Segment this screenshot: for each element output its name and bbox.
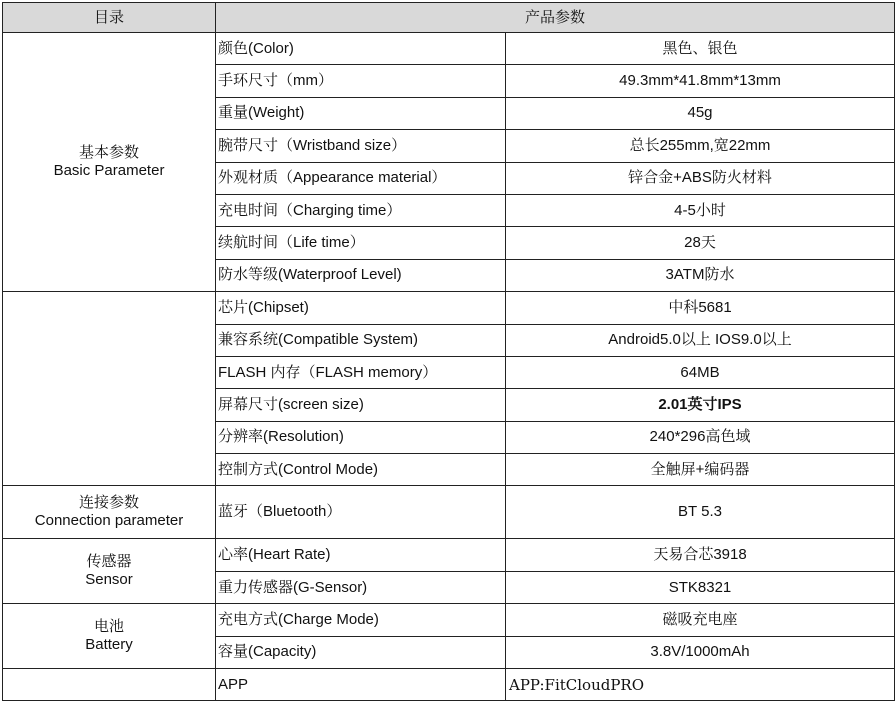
param-value: Android5.0以上 IOS9.0以上 bbox=[506, 324, 895, 356]
param-value: 49.3mm*41.8mm*13mm bbox=[506, 65, 895, 97]
param-name: 手环尺寸（mm） bbox=[216, 65, 506, 97]
param-name: 腕带尺寸（Wristband size） bbox=[216, 130, 506, 162]
table-row bbox=[3, 486, 895, 539]
category-name-cn: 连接参数 bbox=[78, 494, 139, 512]
table-row bbox=[3, 292, 895, 324]
category-name-cn: 基本参数 bbox=[78, 144, 139, 162]
category-name-en: Battery bbox=[85, 636, 133, 654]
param-value: 240*296高色域 bbox=[506, 421, 895, 453]
param-value: 锌合金+ABS防火材料 bbox=[506, 162, 895, 194]
param-name: 控制方式(Control Mode) bbox=[216, 454, 506, 486]
param-value: 3ATM防水 bbox=[506, 259, 895, 291]
param-value: BT 5.3 bbox=[506, 486, 895, 539]
header-product-params: 产品参数 bbox=[216, 3, 895, 33]
category-name-cn: 电池 bbox=[93, 618, 124, 636]
param-name: 容量(Capacity) bbox=[216, 636, 506, 668]
param-name: 重量(Weight) bbox=[216, 97, 506, 129]
param-value: 45g bbox=[506, 97, 895, 129]
table-row bbox=[3, 539, 895, 571]
param-value: 28天 bbox=[506, 227, 895, 259]
param-name: 蓝牙（Bluetooth） bbox=[216, 486, 506, 539]
table-row bbox=[3, 604, 895, 636]
param-value: 2.01英寸IPS bbox=[506, 389, 895, 421]
param-name: 充电方式(Charge Mode) bbox=[216, 604, 506, 636]
param-name: 心率(Heart Rate) bbox=[216, 539, 506, 571]
category-app bbox=[3, 669, 216, 701]
category-sensor bbox=[3, 539, 216, 604]
param-value: 中科5681 bbox=[506, 292, 895, 324]
param-value: 黑色、银色 bbox=[506, 33, 895, 65]
spec-table bbox=[2, 2, 895, 701]
param-name: 防水等级(Waterproof Level) bbox=[216, 259, 506, 291]
param-value: 天易合芯3918 bbox=[506, 539, 895, 571]
param-name: FLASH 内存（FLASH memory） bbox=[216, 356, 506, 388]
param-name: 分辨率(Resolution) bbox=[216, 421, 506, 453]
param-name: APP bbox=[216, 669, 506, 701]
param-name: 屏幕尺寸(screen size) bbox=[216, 389, 506, 421]
category-name-en: Sensor bbox=[85, 571, 133, 589]
param-name: 芯片(Chipset) bbox=[216, 292, 506, 324]
param-name: 充电时间（Charging time） bbox=[216, 194, 506, 226]
category-name-en: Basic Parameter bbox=[53, 162, 165, 180]
category-basic bbox=[3, 33, 216, 292]
category-hardware bbox=[3, 292, 216, 486]
header-category: 目录 bbox=[3, 3, 216, 33]
category-name-cn: 传感器 bbox=[86, 553, 132, 571]
param-name: 重力传感器(G-Sensor) bbox=[216, 571, 506, 603]
table-header-row bbox=[3, 3, 895, 33]
category-connection bbox=[3, 486, 216, 539]
param-value: STK8321 bbox=[506, 571, 895, 603]
param-value: 全触屏+编码器 bbox=[506, 454, 895, 486]
param-value: 64MB bbox=[506, 356, 895, 388]
param-name: 外观材质（Appearance material） bbox=[216, 162, 506, 194]
param-value: 总长255mm,宽22mm bbox=[506, 130, 895, 162]
category-name-en: Connection parameter bbox=[34, 512, 184, 530]
param-name: 颜色(Color) bbox=[216, 33, 506, 65]
table-row bbox=[3, 33, 895, 65]
param-name: 兼容系统(Compatible System) bbox=[216, 324, 506, 356]
table-row bbox=[3, 669, 895, 701]
category-battery bbox=[3, 604, 216, 669]
param-name: 续航时间（Life time） bbox=[216, 227, 506, 259]
param-value: 4-5小时 bbox=[506, 194, 895, 226]
param-value: 磁吸充电座 bbox=[506, 604, 895, 636]
param-value: APP:FitCloudPRO bbox=[506, 669, 895, 701]
param-value: 3.8V/1000mAh bbox=[506, 636, 895, 668]
